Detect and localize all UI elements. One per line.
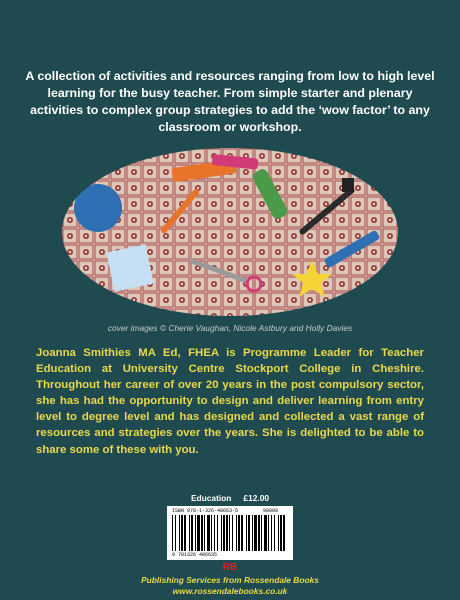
barcode-bar — [197, 515, 200, 551]
barcode-bar — [280, 515, 282, 551]
barcode-bar — [223, 515, 225, 551]
barcode-bar — [278, 515, 279, 551]
barcode-bar — [238, 515, 240, 551]
cover-photo — [62, 148, 398, 316]
barcode-bar — [268, 515, 269, 551]
image-credit: cover images © Cherie Vaughan, Nicole Astbury and Holly Davies — [107, 323, 353, 333]
isbn-number: ISBN 978-1-326-48663-5 90000 — [172, 508, 279, 514]
barcode-bar — [217, 515, 218, 551]
blue-disc — [74, 184, 122, 232]
category-label: Education — [190, 493, 232, 503]
barcode-bar — [189, 515, 190, 551]
barcode-bar — [229, 515, 230, 551]
barcode-bar — [254, 515, 257, 551]
barcode-bar — [241, 515, 243, 551]
price-line — [0, 493, 460, 503]
barcode-bar — [236, 515, 237, 551]
barcode-bar — [172, 515, 173, 551]
sticky-note — [106, 244, 153, 291]
barcode-bar — [283, 515, 285, 551]
barcode-bar — [201, 515, 203, 551]
publisher-logo: RB — [222, 562, 238, 573]
publisher-name: Publishing Services from Rossendale Books — [141, 575, 319, 585]
barcode-bar — [221, 515, 222, 551]
barcode-bar — [271, 515, 272, 551]
barcode-bar — [204, 515, 205, 551]
author-bio: Joanna Smithies MA Ed, FHEA is Programme Leader for Teacher Education at University Centre Stockport College in Cheshire. Throughout her career of over 20 years in the post compulsory sector, she has had the opportunity to design and deliver learning from entry level to degree level and has designed and collected a vast range of resources and strategies over the years. She is delighted to be able to share some of these with you. — [36, 347, 424, 456]
barcode-bar — [175, 515, 176, 551]
publisher-website[interactable]: www.rossendalebooks.co.uk — [172, 586, 288, 596]
isbn-barcode — [167, 506, 293, 560]
barcode-bars — [172, 515, 288, 551]
barcode-bar — [264, 515, 267, 551]
barcode-bar — [246, 515, 247, 551]
barcode-bar — [191, 515, 193, 551]
barcode-bar — [261, 515, 262, 551]
price-label: £12.00 — [243, 493, 270, 503]
back-cover-blurb: A collection of activities and resources ranging from low to high level learning for the busy teacher. From simple starter and plenary activities to complex group strategies to add the ‘wow factor’ to any classroom or workshop. — [25, 69, 435, 134]
barcode-bar — [179, 515, 180, 551]
barcode-bar — [181, 515, 183, 551]
barcode-bar — [195, 515, 196, 551]
barcode-bar — [211, 515, 212, 551]
barcode-bar — [226, 515, 228, 551]
barcode-bar — [232, 515, 233, 551]
isbn-digits: 9 781326 486635 — [172, 552, 218, 558]
barcode-bar — [248, 515, 250, 551]
barcode-bar — [207, 515, 210, 551]
barcode-bar — [258, 515, 260, 551]
barcode-bar — [184, 515, 186, 551]
barcode-bar — [214, 515, 215, 551]
barcode-bar — [252, 515, 253, 551]
barcode-bar — [274, 515, 275, 551]
